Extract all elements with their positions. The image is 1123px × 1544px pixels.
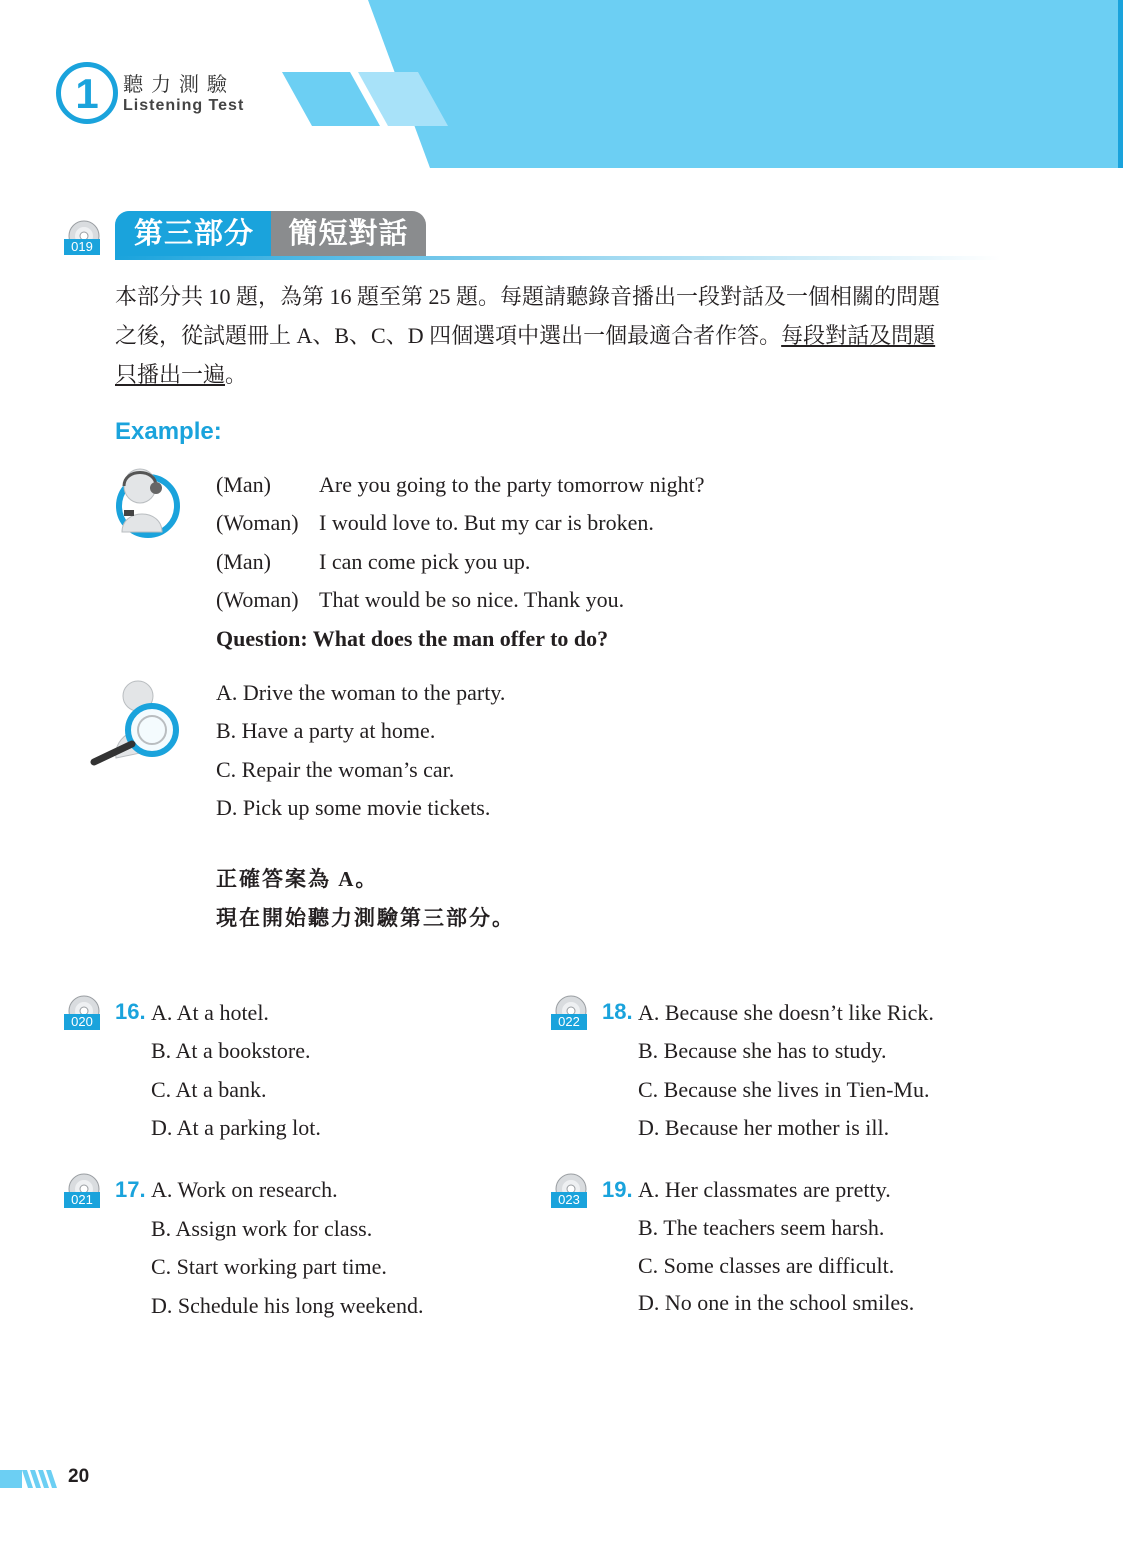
dialogue-text: I would love to. But my car is broken. [319, 510, 654, 535]
question-number-17: 17. [115, 1177, 146, 1202]
q17-option-a: A. Work on research. [151, 1177, 338, 1202]
instructions [115, 277, 1005, 394]
example-option-c: C. Repair the woman’s car. [216, 757, 455, 782]
chapter-title-zh: 聽力測驗 [123, 74, 235, 96]
section-start-note: 現在開始聽力測驗第三部分。 [216, 906, 515, 930]
question-label: Question: [216, 626, 308, 651]
chapter-number-badge: 1 [56, 62, 118, 124]
banner-main-shape [368, 0, 1123, 168]
q19-option-a: A. Her classmates are pretty. [638, 1177, 891, 1202]
dialogue-text: Are you going to the party tomorrow night? [319, 472, 705, 497]
example-option-d: D. Pick up some movie tickets. [216, 795, 491, 820]
headset-person-icon [110, 462, 182, 538]
cd-track-number: 019 [64, 239, 100, 255]
cd-track-number: 023 [551, 1192, 587, 1208]
footer-stripes [0, 1470, 58, 1488]
dialogue-line-1 [216, 466, 705, 504]
dialogue-text: I can come pick you up. [319, 549, 531, 574]
q16-option-c: C. At a bank. [151, 1077, 267, 1102]
instructions-line-2-text: 之後，從試題冊上 A、B、C、D 四個選項中選出一個最適合者作答。 [115, 323, 782, 348]
example-question [216, 620, 608, 658]
q17-option-b: B. Assign work for class. [151, 1216, 373, 1241]
q16-option-a: A. At a hotel. [151, 1000, 269, 1025]
cd-track-020[interactable] [64, 995, 104, 1033]
example-label: Example: [115, 418, 222, 445]
q18-option-d: D. Because her mother is ill. [638, 1115, 890, 1140]
question-number-16: 16. [115, 999, 146, 1024]
banner-edge [1118, 0, 1123, 168]
chapter-title-en: Listening Test [123, 97, 245, 114]
question-text: What does the man offer to do? [312, 626, 609, 651]
dialogue-text: That would be so nice. Thank you. [319, 587, 625, 612]
q18-option-b: B. Because she has to study. [638, 1038, 887, 1063]
section-part-label: 第三部分 [115, 211, 273, 257]
q17-option-c: C. Start working part time. [151, 1254, 387, 1279]
instructions-emphasis-2: 只播出一遍 [115, 362, 226, 387]
question-number-19: 19. [602, 1177, 633, 1202]
q18-option-c: C. Because she lives in Tien-Mu. [638, 1077, 930, 1102]
dialogue-speaker: (Man) [216, 472, 271, 497]
example-answer-note: 正確答案為 A。 [216, 867, 379, 891]
dialogue-line-2 [216, 504, 654, 542]
q16-option-d: D. At a parking lot. [151, 1115, 321, 1140]
cd-track-023[interactable] [551, 1173, 591, 1211]
dialogue-line-4 [216, 581, 624, 619]
magnifier-person-icon [86, 678, 184, 768]
q18-option-a: A. Because she doesn’t like Rick. [638, 1000, 934, 1025]
dialogue-speaker: (Woman) [216, 587, 299, 612]
example-option-b: B. Have a party at home. [216, 718, 436, 743]
q16-option-b: B. At a bookstore. [151, 1038, 311, 1063]
instructions-line-1: 本部分共 10 題，為第 16 題至第 25 題。每題請聽錄音播出一段對話及一個相關的問題 [115, 284, 941, 309]
question-number-18: 18. [602, 999, 633, 1024]
instructions-line-3-tail: 。 [225, 362, 248, 387]
instructions-line-3 [115, 355, 1005, 394]
cd-track-019[interactable] [64, 220, 104, 258]
section-part-name: 簡短對話 [271, 211, 426, 257]
section-divider [115, 256, 1001, 260]
q19-option-b: B. The teachers seem harsh. [638, 1215, 885, 1240]
dialogue-line-3 [216, 543, 530, 581]
cd-track-021[interactable] [64, 1173, 104, 1211]
dialogue-speaker: (Man) [216, 549, 271, 574]
section-heading [115, 211, 435, 257]
page-number: 20 [68, 1466, 90, 1487]
cd-track-number: 022 [551, 1014, 587, 1030]
cd-track-022[interactable] [551, 995, 591, 1033]
q19-option-c: C. Some classes are difficult. [638, 1253, 895, 1278]
instructions-line-2 [115, 316, 1005, 355]
dialogue-speaker: (Woman) [216, 510, 299, 535]
q17-option-d: D. Schedule his long weekend. [151, 1293, 424, 1318]
q19-option-d: D. No one in the school smiles. [638, 1290, 915, 1315]
cd-track-number: 021 [64, 1192, 100, 1208]
example-option-a: A. Drive the woman to the party. [216, 680, 506, 705]
instructions-emphasis-1: 每段對話及問題 [781, 323, 936, 348]
cd-track-number: 020 [64, 1014, 100, 1030]
